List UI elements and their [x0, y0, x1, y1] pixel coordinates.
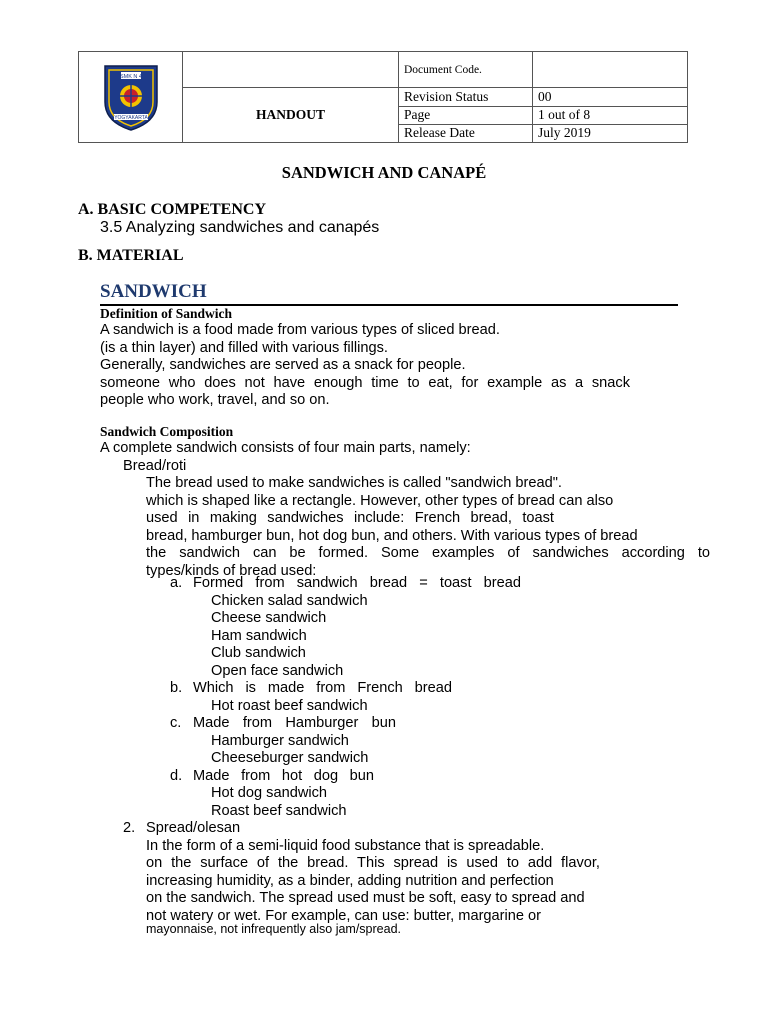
- release-date-value: July 2019: [533, 124, 688, 142]
- section-a-heading: A. BASIC COMPETENCY: [78, 201, 267, 218]
- page-value: 1 out of 8: [533, 106, 688, 124]
- list-item: Hot dog sandwich: [211, 785, 328, 801]
- logo-top-text: SMK N 4: [119, 74, 142, 80]
- section-a-text: 3.5 Analyzing sandwiches and canapés: [100, 219, 380, 236]
- revision-status-label: Revision Status: [399, 88, 533, 106]
- group-label: Made from hot dog bun: [193, 767, 374, 784]
- part1-label: Bread/roti: [123, 457, 187, 474]
- part1-line: used in making sandwiches include: French bread, toast: [146, 510, 554, 526]
- group-marker: b.: [170, 680, 183, 696]
- part2-marker: 2.: [123, 820, 136, 836]
- page-label: Page: [399, 106, 533, 124]
- part1-line: bread, hamburger bun, hot dog bun, and others. With various types of bread: [146, 527, 638, 544]
- group-label: Formed from sandwich bread = toast bread: [193, 575, 521, 591]
- composition-intro: A complete sandwich consists of four main parts, namely:: [100, 440, 471, 456]
- doc-code-value: [533, 52, 688, 88]
- logo-cell: [79, 52, 183, 143]
- revision-status-value: 00: [533, 88, 688, 106]
- definition-line: (is a thin layer) and filled with various fillings.: [100, 339, 388, 356]
- definition-line: A sandwich is a food made from various types of sliced bread.: [100, 322, 500, 338]
- list-item: Cheeseburger sandwich: [211, 750, 369, 766]
- definition-line: someone who does not have enough time to eat, for example as a snack: [100, 374, 630, 391]
- header-blank-cell: [183, 52, 399, 88]
- part2-line: In the form of a semi-liquid food substance that is spreadable.: [146, 837, 545, 854]
- part2-label: Spread/olesan: [146, 820, 241, 836]
- part2-line: on the surface of the bread. This spread is used to add flavor,: [146, 855, 600, 871]
- header-table: [78, 51, 688, 143]
- list-item: Hamburger sandwich: [211, 732, 349, 749]
- list-item: Roast beef sandwich: [211, 802, 347, 819]
- group-label: Which is made from French bread: [193, 680, 452, 696]
- list-item: Hot roast beef sandwich: [211, 697, 368, 714]
- part1-line: the sandwich can be formed. Some examples of sandwiches according to: [146, 545, 710, 561]
- doc-code-label: Document Code.: [399, 52, 533, 88]
- part2-last-line: mayonnaise, not infrequently also jam/spread.: [146, 922, 402, 936]
- school-logo-icon: [99, 62, 163, 132]
- doc-type-label: HANDOUT: [183, 88, 399, 143]
- part2-line: not watery or wet. For example, can use: butter, margarine or: [146, 907, 542, 924]
- group-marker: a.: [170, 575, 183, 591]
- part1-line: The bread used to make sandwiches is called "sandwich bread".: [146, 475, 562, 491]
- release-date-label: Release Date: [399, 124, 533, 142]
- list-item: Club sandwich: [211, 645, 306, 661]
- group-marker: d.: [170, 767, 183, 784]
- list-item: Cheese sandwich: [211, 610, 327, 626]
- part1-line: types/kinds of bread used:: [146, 562, 317, 579]
- definition-line: people who work, travel, and so on.: [100, 392, 330, 408]
- group-marker: c.: [170, 715, 182, 731]
- part1-line: which is shaped like a rectangle. However, other types of bread can also: [146, 492, 614, 509]
- part2-line: increasing humidity, as a binder, adding nutrition and perfection: [146, 872, 554, 889]
- group-label: Made from Hamburger bun: [193, 715, 396, 731]
- list-item: Open face sandwich: [211, 662, 344, 679]
- page-title: SANDWICH AND CANAPÉ: [281, 163, 487, 182]
- composition-heading: Sandwich Composition: [100, 424, 234, 439]
- list-item: Chicken salad sandwich: [211, 592, 368, 609]
- section-b-heading: B. MATERIAL: [78, 247, 184, 264]
- definition-heading: Definition of Sandwich: [100, 306, 233, 321]
- material-heading: SANDWICH: [100, 281, 207, 302]
- part2-line: on the sandwich. The spread used must be soft, easy to spread and: [146, 890, 585, 906]
- list-item: Ham sandwich: [211, 627, 307, 644]
- logo-bottom-text: YOGYAKARTA: [113, 115, 148, 121]
- definition-line: Generally, sandwiches are served as a snack for people.: [100, 357, 466, 373]
